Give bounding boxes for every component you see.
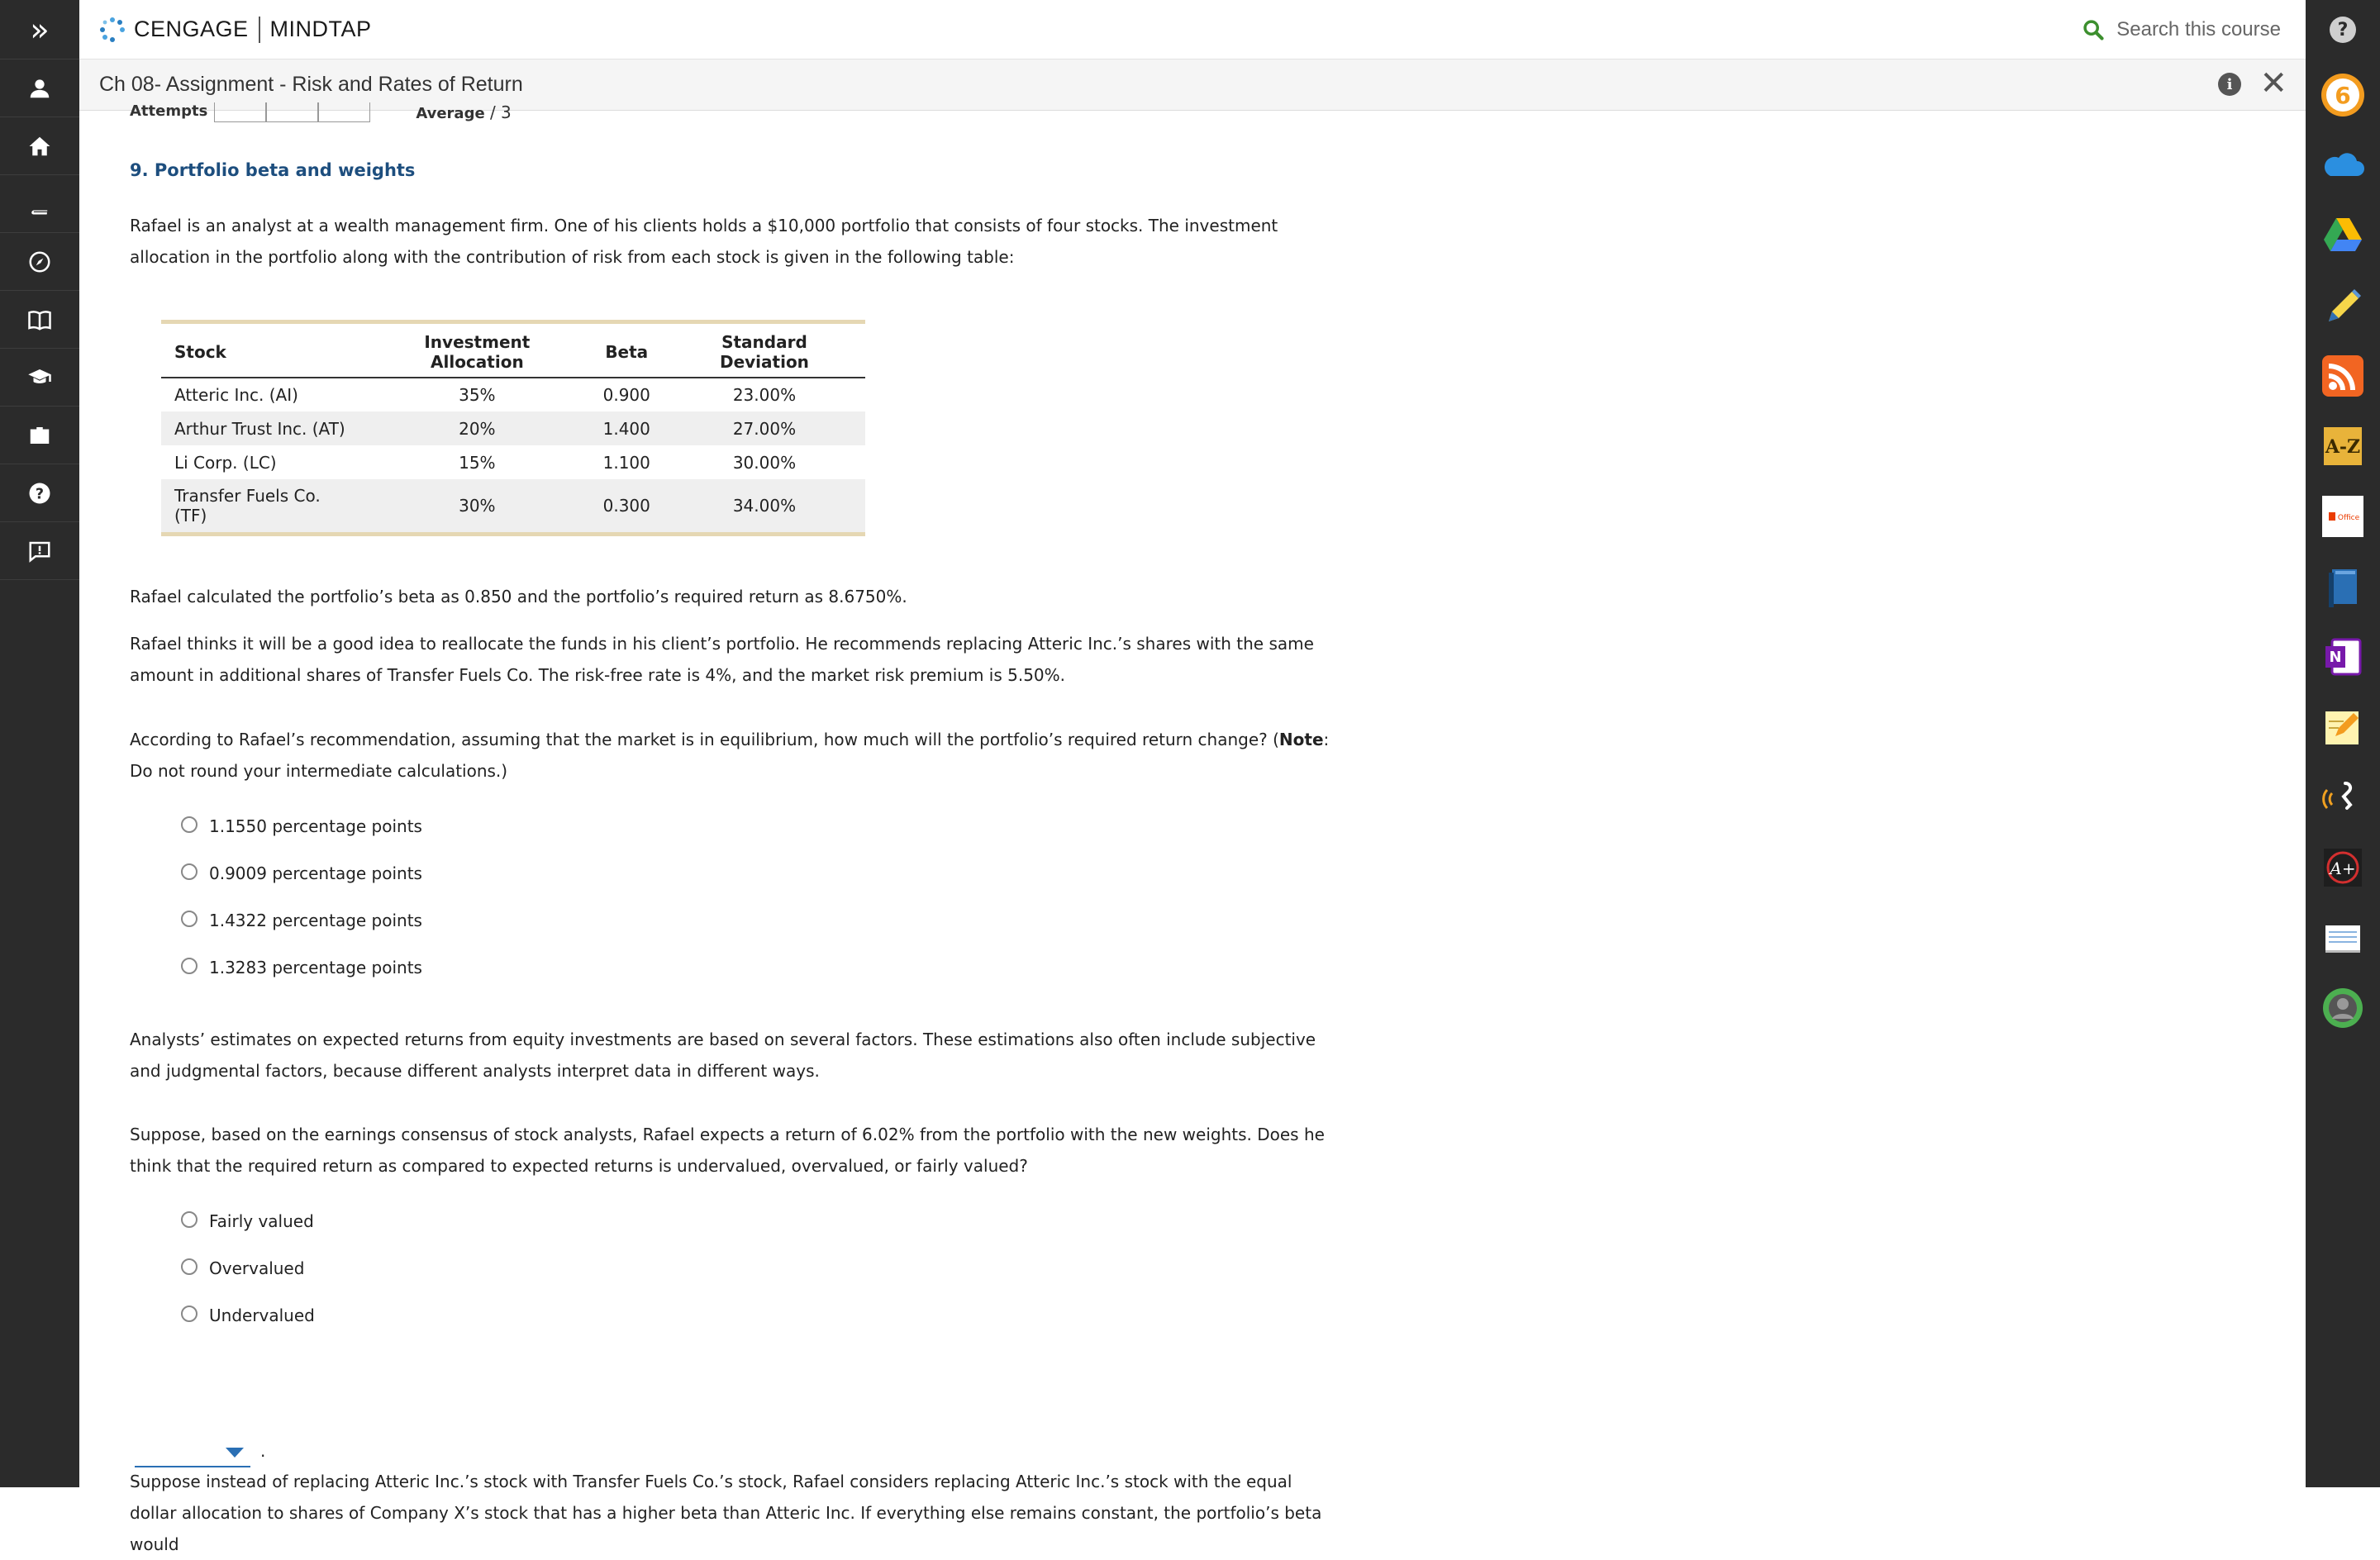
choice-option[interactable] (181, 897, 422, 944)
svg-text:N: N (2329, 648, 2342, 666)
table-cell: 1.400 (590, 411, 664, 445)
intro-text: Rafael is an analyst at a wealth management firm. One of his clients holds a $10,000 portfolio that consists of four stocks. The investment allocation in the portfolio along with the contribution of risk from each stock is given in the following table: (130, 216, 1278, 267)
choice-option[interactable] (181, 1197, 315, 1244)
dictionary-icon[interactable] (2306, 411, 2380, 481)
table-row (161, 445, 865, 479)
cengage-logo-icon (98, 15, 127, 45)
table-cell: 0.300 (590, 479, 664, 535)
onedrive-icon[interactable] (2306, 130, 2380, 200)
help-icon[interactable]: ? (2306, 0, 2380, 59)
office-icon[interactable] (2306, 481, 2380, 551)
choice-option[interactable] (181, 802, 422, 849)
table-row (161, 479, 865, 535)
onenote-icon[interactable] (2306, 621, 2380, 692)
compass-icon[interactable] (0, 233, 79, 291)
reallocation-text: Rafael thinks it will be a good idea to reallocate the funds in his client’s portfolio. He recommends replacing Atteric Inc.’s shares with the same amount in additional shares of Transfer Fuels Co. The risk-free rate is 4%, and the market risk premium is 5.50%. (130, 634, 1314, 685)
readspeaker-icon[interactable] (2306, 762, 2380, 832)
attempt-boxes (214, 102, 370, 122)
analysts-text: Analysts’ estimates on expected returns from equity investments are based on several factors. These estimations also often include subjective and judgmental factors, because different analysts interpret data in different ways. (130, 1030, 1316, 1081)
table-cell: 34.00% (664, 479, 865, 535)
choice-label: Undervalued (209, 1305, 315, 1325)
table-cell: 30% (364, 479, 590, 535)
brand-cengage: CENGAGE (134, 17, 249, 41)
chevron-down-icon (226, 1448, 244, 1458)
brand-mindtap: MINDTAP (269, 17, 372, 41)
svg-text:A-Z: A-Z (2325, 435, 2361, 458)
google-drive-icon[interactable] (2306, 200, 2380, 270)
choice-label: 1.4322 percentage points (209, 910, 422, 930)
close-icon[interactable]: ✕ (2259, 64, 2287, 102)
left-navigation-rail (0, 0, 79, 1487)
expand-icon[interactable]: » (0, 0, 79, 59)
table-header: Standard Deviation (664, 322, 865, 378)
radio-button[interactable] (181, 1258, 198, 1275)
search-icon (2082, 18, 2105, 41)
info-icon[interactable]: i (2218, 73, 2241, 96)
table-cell: 27.00% (664, 411, 865, 445)
user-icon[interactable] (0, 59, 79, 117)
question-2-text: Suppose, based on the earnings consensus of stock analysts, Rafael expects a return of 6.02% from the portfolio with the new weights. Does he think that the required return as compared to expected returns is undervalued, overvalued, or fairly valued? (130, 1125, 1325, 1176)
home-icon[interactable] (0, 117, 79, 175)
question-3-text: Suppose instead of replacing Atteric Inc.’s stock with Transfer Fuels Co.’s stock, Rafael considers replacing Atteric Inc.’s stock with the equal dollar allocation to shares of Company X’s stock that has a higher beta than Atteric Inc. If everything else remains constant, the portfolio’s beta would (130, 1472, 1322, 1554)
progress-icon[interactable] (2306, 973, 2380, 1043)
table-cell: 30.00% (732, 452, 797, 473)
table-row (161, 411, 865, 445)
radio-button[interactable] (181, 958, 198, 974)
question-3-dropdown[interactable] (135, 1439, 250, 1467)
table-header: Beta (590, 322, 664, 378)
question-1-text: According to Rafael’s recommendation, assuming that the market is in equilibrium, how much will the portfolio’s required return change? (Note: Do not round your intermediate calculations.) (130, 730, 1330, 781)
radio-button[interactable] (181, 863, 198, 880)
open-book-icon[interactable] (0, 291, 79, 349)
average-label: Average / 3 (416, 102, 512, 122)
help-icon[interactable] (0, 464, 79, 522)
table-cell: 0.900 (602, 385, 650, 405)
stock-table (161, 320, 865, 536)
attempt-box (214, 102, 266, 122)
table-header-row (161, 322, 865, 378)
table-cell: 15% (459, 452, 496, 473)
attempts-row (130, 102, 512, 127)
activity-title: Ch 08- Assignment - Risk and Rates of Return (99, 73, 523, 96)
svg-text:Office: Office (2337, 513, 2360, 522)
average-value: / 3 (489, 102, 512, 122)
question-1-choices (181, 802, 422, 991)
graduation-cap-icon[interactable] (0, 349, 79, 407)
choice-option[interactable] (181, 1291, 315, 1339)
radio-button[interactable] (181, 816, 198, 833)
search-label: Search this course (2116, 18, 2281, 40)
choice-label: 1.1550 percentage points (209, 816, 422, 836)
calc-text: Rafael calculated the portfolio’s beta as 0.850 and the portfolio’s required return as 8.6750%. (130, 587, 907, 606)
note-label: Note (1278, 730, 1324, 749)
table-cell: 35% (459, 385, 496, 405)
attempt-box (318, 102, 370, 122)
cengage-mindtap-logo[interactable] (98, 15, 372, 45)
apps-rail (2306, 0, 2380, 1487)
svg-text:6: 6 (2335, 81, 2351, 109)
question-title: 9. Portfolio beta and weights (130, 160, 416, 180)
search-course[interactable] (2082, 0, 2281, 59)
choice-option[interactable] (181, 849, 422, 897)
attempts-label: Attempts (130, 102, 208, 120)
notes-icon[interactable] (2306, 692, 2380, 762)
choice-label: Fairly valued (209, 1210, 314, 1231)
question-2-choices (181, 1197, 315, 1339)
aplus-icon[interactable] (2306, 832, 2380, 902)
svg-text:A+: A+ (2330, 858, 2356, 878)
choice-option[interactable] (181, 1244, 315, 1291)
table-cell: Li Corp. (LC) (174, 452, 277, 473)
table-cell: 23.00% (732, 385, 797, 405)
feedback-icon[interactable] (0, 522, 79, 580)
sentence-period: . (260, 1441, 266, 1461)
rss-icon[interactable] (2306, 340, 2380, 411)
table-row (161, 378, 865, 411)
pencil-icon[interactable] (2306, 270, 2380, 340)
choice-option[interactable] (181, 944, 422, 991)
table-cell: Transfer Fuels Co. (TF) (161, 479, 364, 535)
choice-label: Overvalued (209, 1258, 305, 1278)
brand-divider (259, 17, 260, 43)
table-cell: Arthur Trust Inc. (AT) (161, 411, 364, 445)
briefcase-icon[interactable] (0, 407, 79, 464)
attempt-box (266, 102, 318, 122)
table-header: Investment Allocation (364, 322, 590, 378)
table-header: Stock (161, 322, 364, 378)
table-cell: 20% (364, 411, 590, 445)
top-header (79, 0, 2306, 59)
table-cell: 1.100 (602, 452, 650, 473)
ebook-icon[interactable] (2306, 551, 2380, 621)
radio-button[interactable] (181, 911, 198, 927)
choice-label: 1.3283 percentage points (209, 957, 422, 977)
table-cell: Atteric Inc. (AI) (174, 385, 298, 405)
flashcards-icon[interactable] (2306, 902, 2380, 973)
radio-button[interactable] (181, 1306, 198, 1322)
cengage-app-icon[interactable] (2306, 59, 2380, 130)
radio-button[interactable] (181, 1211, 198, 1228)
book-icon[interactable] (0, 175, 79, 233)
choice-label: 0.9009 percentage points (209, 863, 422, 883)
svg-text:?: ? (35, 485, 45, 502)
